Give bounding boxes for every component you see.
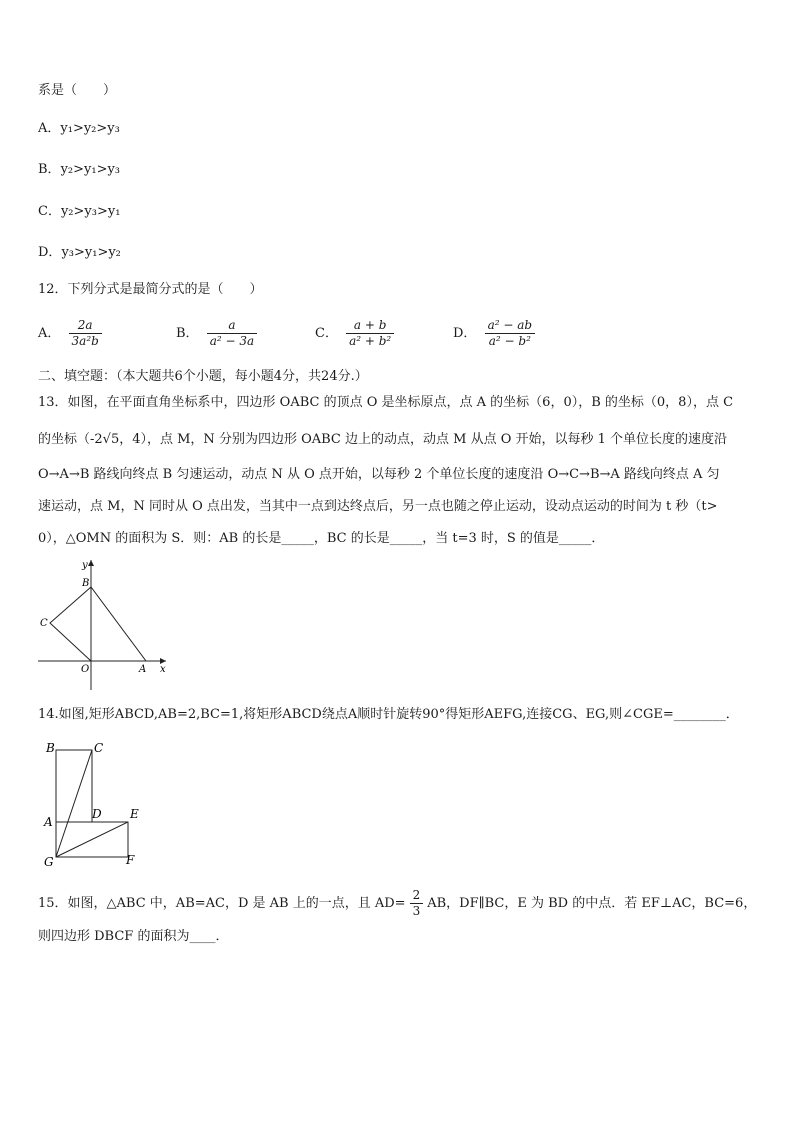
- q15-line-1: [38, 888, 756, 919]
- fraction-denominator: a² + b²: [349, 334, 392, 348]
- label-d: D: [92, 807, 102, 821]
- label-o: O: [81, 664, 90, 675]
- option-label: D．: [453, 326, 477, 341]
- option-text: y₃>y₁>y₂: [61, 245, 121, 260]
- fraction-numerator: a² − ab: [485, 318, 535, 334]
- q13-line-4: 速运动，点 M，N 同时从 O 点出发，当其中一点到达终点后，另一点也随之停止运动，设动点运动的时间为 t 秒（t>: [38, 499, 718, 514]
- option-label: D．: [38, 245, 62, 260]
- label-a: A: [139, 664, 147, 675]
- fraction-numerator: a + b: [346, 318, 394, 334]
- segment-eg: [56, 822, 128, 857]
- q11-option-b: [38, 161, 120, 179]
- fraction-denominator: 3a²b: [71, 334, 99, 348]
- q13-line-2: 的坐标（-2√5，4），点 M，N 分别为四边形 OABC 边上的动点，动点 M 从点 O 开始，以每秒 1 个单位长度的速度沿: [38, 432, 728, 447]
- q12-stem: 12．下列分式是最简分式的是（ ）: [38, 282, 263, 297]
- option-label: A．: [38, 326, 61, 341]
- fraction-denominator: a² − 3a: [209, 334, 255, 348]
- label-y: y: [82, 560, 88, 571]
- q14-figure: [38, 736, 148, 868]
- option-label: B．: [176, 326, 199, 341]
- q11-option-a: [38, 120, 120, 138]
- label-f: F: [126, 853, 135, 867]
- option-label: B．: [38, 162, 61, 177]
- label-c: C: [94, 741, 104, 755]
- label-a: A: [44, 815, 53, 829]
- q12-option-c: [315, 318, 398, 349]
- q13-line-5: 0），△OMN 的面积为 S．则：AB 的长是_____，BC 的长是_____，当 t=3 时，S 的值是_____．: [38, 531, 605, 546]
- option-label: C．: [38, 204, 61, 219]
- q15-text-pre: 15．如图，△ABC 中，AB=AC，D 是 AB 上的一点，且 AD=: [38, 896, 406, 911]
- label-g: G: [44, 855, 54, 868]
- label-b: B: [82, 578, 90, 589]
- q14-text: 14.如图,矩形ABCD,AB=2,BC=1,将矩形ABCD绕点A顺时针旋转90°得矩形AEFG,连接CG、EG,则∠CGE=________．: [38, 707, 739, 722]
- fraction-numerator: a: [207, 318, 257, 334]
- option-label: C．: [315, 326, 338, 341]
- q11-option-d: [38, 244, 121, 262]
- fraction: [69, 318, 102, 349]
- fraction: [346, 318, 394, 349]
- fraction: [485, 318, 535, 349]
- q15-fraction: [410, 888, 424, 919]
- q12-option-a: [38, 318, 106, 349]
- label-e: E: [130, 807, 139, 821]
- fraction-denominator: 3: [412, 904, 421, 918]
- label-x: x: [160, 664, 166, 675]
- q15-line-2: 则四边形 DBCF 的面积为____．: [38, 929, 229, 944]
- q15-text-post: AB，DF∥BC，E 为 BD 的中点．若 EF⊥AC，BC=6，: [427, 896, 757, 911]
- y-axis-arrow: [88, 560, 94, 566]
- q12-option-b: [176, 318, 261, 349]
- q13-line-1: 13．如图，在平面直角坐标系中，四边形 OABC 的顶点 O 是坐标原点，点 A 的坐标（6，0），B 的坐标（0，8），点 C: [38, 395, 734, 410]
- q13-figure: [34, 556, 174, 694]
- fraction: [207, 318, 257, 349]
- option-text: y₂>y₁>y₃: [60, 162, 121, 177]
- section-heading: 二、填空题：（本大题共6个小题，每小题4分，共24分.）: [38, 369, 368, 384]
- q11-option-c: [38, 203, 120, 221]
- rectangle-abcd: [56, 750, 92, 822]
- quadrilateral-oabc: [50, 587, 146, 661]
- q11-stem-tail: 系是（ ）: [38, 83, 117, 98]
- fraction-numerator: 2: [410, 888, 424, 904]
- fraction-numerator: 2a: [69, 318, 102, 334]
- label-c: C: [40, 618, 48, 629]
- label-b: B: [46, 741, 55, 755]
- fraction-denominator: a² − b²: [488, 334, 531, 348]
- option-text: y₂>y₃>y₁: [60, 204, 121, 219]
- q12-option-d: [453, 318, 539, 349]
- segment-cg: [56, 750, 92, 857]
- q13-line-3: O→A→B 路线向终点 B 匀速运动，动点 N 从 O 点开始，以每秒 2 个单位长度的速度沿 O→C→B→A 路线向终点 A 匀: [38, 467, 720, 482]
- option-text: y₁>y₂>y₃: [60, 121, 120, 136]
- option-label: A．: [38, 121, 61, 136]
